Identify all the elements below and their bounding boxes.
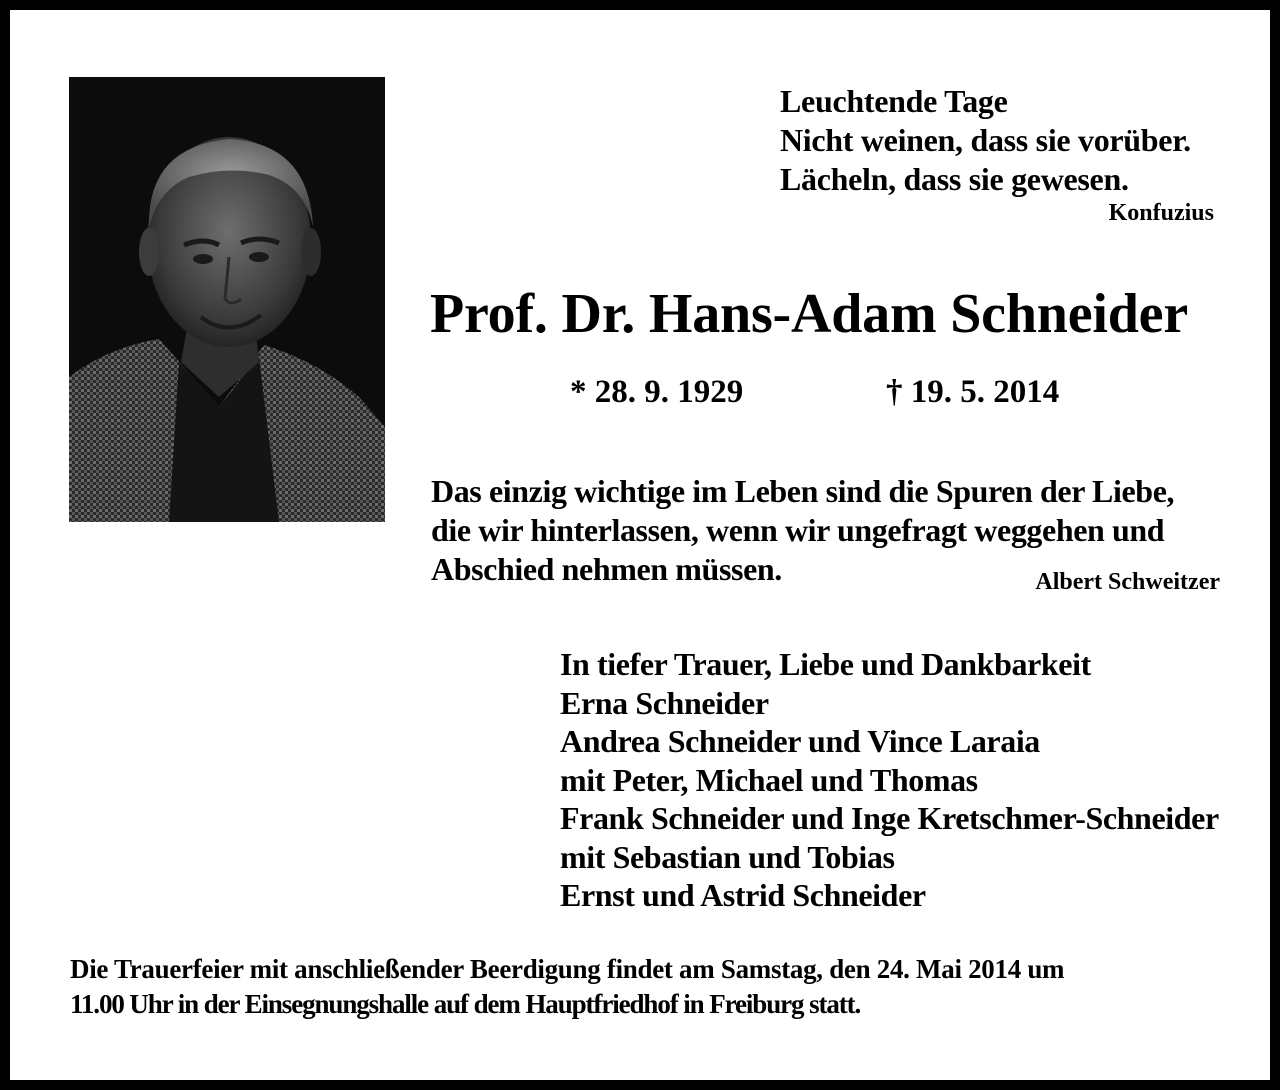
quote-line: Abschied nehmen müssen. <box>431 551 782 587</box>
mourner-line: mit Sebastian und Tobias <box>560 838 895 875</box>
motto-quote <box>780 82 1260 199</box>
motto-author: Konfuzius <box>1108 200 1214 226</box>
mourner-line: Frank Schneider und Inge Kretschmer-Schneider <box>560 800 1219 836</box>
motto-line: Leuchtende Tage <box>780 83 1008 119</box>
death-date: † 19. 5. 2014 <box>886 374 1060 410</box>
funeral-announcement <box>70 952 1250 1022</box>
deceased-name: Prof. Dr. Hans-Adam Schneider <box>430 283 1188 345</box>
quote-line: die wir hinterlassen, wenn wir ungefragt weggehen und <box>431 512 1165 548</box>
motto-line: Lächeln, dass sie gewesen. <box>780 161 1129 197</box>
mourner-line: Andrea Schneider und Vince Laraia <box>560 723 1040 759</box>
mourner-line: mit Peter, Michael und Thomas <box>560 761 978 798</box>
mourners-list <box>560 645 1260 915</box>
mourner-line: Erna Schneider <box>560 684 769 721</box>
mourners-intro: In tiefer Trauer, Liebe und Dankbarkeit <box>560 646 1091 682</box>
portrait-illustration <box>69 77 385 522</box>
quote-line: Das einzig wichtige im Leben sind die Spuren der Liebe, <box>431 473 1175 509</box>
funeral-line: Die Trauerfeier mit anschließender Beerdigung findet am Samstag, den 24. Mai 2014 um <box>70 954 1065 984</box>
quote-author: Albert Schweitzer <box>1035 569 1220 595</box>
motto-line: Nicht weinen, dass sie vorüber. <box>780 122 1191 158</box>
mourner-line: Ernst und Astrid Schneider <box>560 877 926 913</box>
portrait-photo <box>69 77 385 522</box>
birth-date: * 28. 9. 1929 <box>570 374 744 410</box>
funeral-line: 11.00 Uhr in der Einsegnungshalle auf dem Hauptfriedhof in Freiburg statt. <box>70 989 861 1019</box>
